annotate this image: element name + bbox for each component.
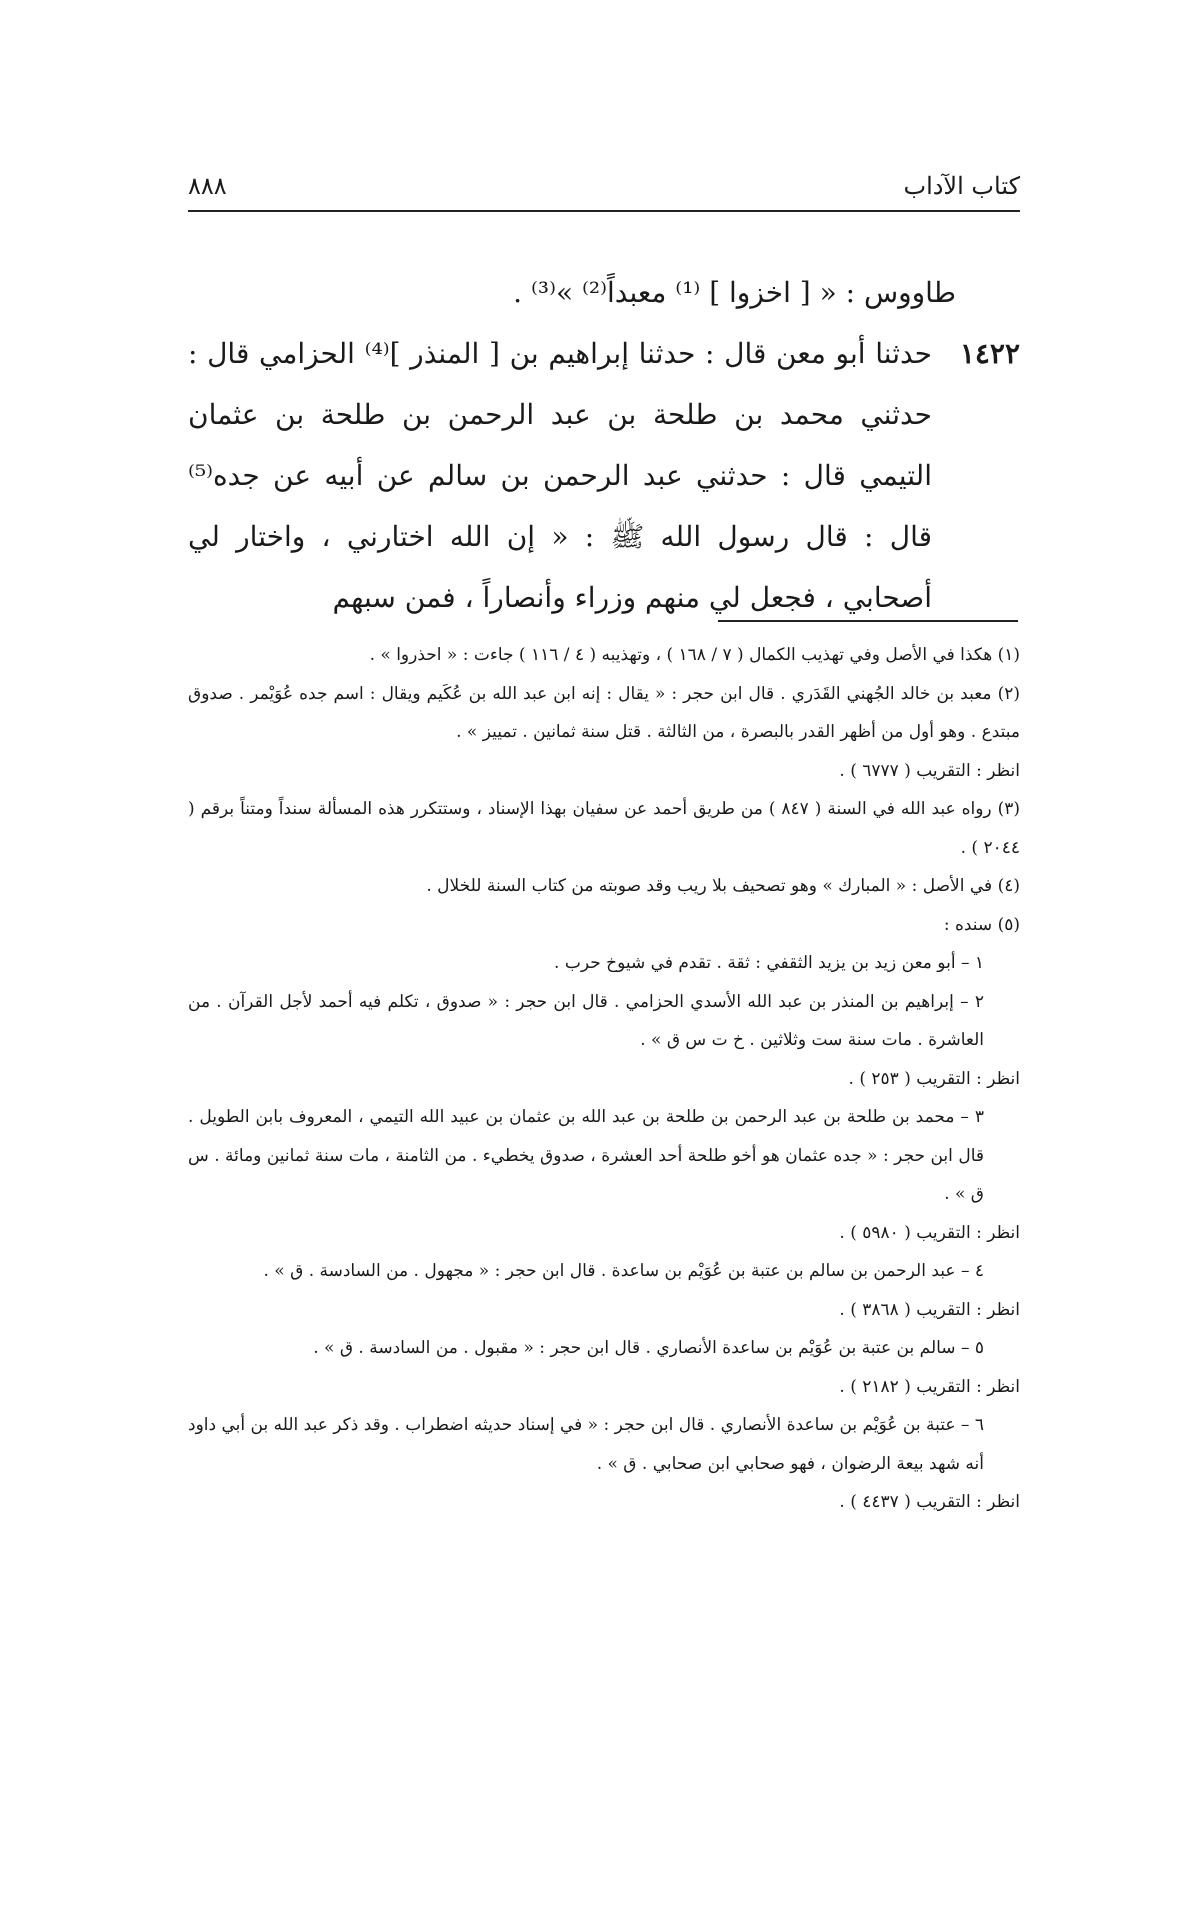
hadith-paragraph — [188, 323, 1020, 628]
footnote-rule — [718, 620, 1018, 622]
isnad-item-5: ٥ – سالم بن عتبة بن عُوَيْم بن ساعدة الأنصاري . قال ابن حجر : « مقبول . من السادسة . ق » . — [313, 1338, 984, 1358]
page-header — [188, 172, 1020, 206]
continuation-line: طاووس : « [ اخزوا ] ⁽¹⁾ معبداً⁽²⁾ »⁽³⁾ . — [513, 276, 956, 309]
footnotes — [188, 636, 1020, 1522]
isnad-item-2-reference: انظر : التقريب ( ٢٥٣ ) . — [848, 1068, 1020, 1089]
page-number: ٨٨٨ — [188, 172, 227, 200]
footnote-4: (٤) في الأصل : « المبارك » وهو تصحيف بلا ريب وقد صوبته من كتاب السنة للخلال . — [426, 876, 1020, 896]
hadith-number: ١٤٢٢ — [959, 337, 1020, 370]
isnad-item-1: ١ – أبو معن زيد بن يزيد الثقفي : ثقة . تقدم في شيوخ حرب . — [554, 953, 984, 973]
footnote-3 — [188, 790, 1020, 867]
isnad-item-4: ٤ – عبد الرحمن بن سالم بن عتبة بن عُوَيْم بن ساعدة . قال ابن حجر : « مجهول . من السادسة . ق » . — [263, 1261, 984, 1281]
isnad-item-2: ٢ – إبراهيم بن المنذر بن عبد الله الأسدي الحزامي . قال ابن حجر : « صدوق ، تكلم فيه أحمد لأجل القرآن . من العاشرة . مات سنة ست وثلاثين . خ ت س ق » . — [188, 991, 984, 1050]
isnad-item-5-reference: انظر : التقريب ( ٢١٨٢ ) . — [839, 1376, 1020, 1397]
main-text — [188, 262, 1020, 628]
isnad-item-6: ٦ – عتبة بن عُوَيْم بن ساعدة الأنصاري . قال ابن حجر : « في إسناد حديثه اضطراب . وقد ذكر عبد الله بن أبي داود أنه شهد بيعة الرضوان ، فهو صحابي ابن صحابي . ق » . — [188, 1415, 984, 1474]
running-title: كتاب الآداب — [903, 172, 1020, 200]
hadith-text: حدثنا أبو معن قال : حدثنا إبراهيم بن [ المنذر ]⁽⁴⁾ الحزامي قال : حدثني محمد بن طلحة بن عبد الرحمن بن طلحة بن عثمان التيمي قال : حدثني عبد الرحمن بن سالم عن أبيه عن جده⁽⁵⁾ قال : قال رسول الله ﷺ : « إن الله اختارني ، واختار لي أصحابي ، فجعل لي منهم وزراء وأنصاراً ، فمن سبهم — [188, 337, 932, 614]
isnad-item-3-reference: انظر : التقريب ( ٥٩٨٠ ) . — [839, 1222, 1020, 1243]
footnote-1: (١) هكذا في الأصل وفي تهذيب الكمال ( ٧ / ١٦٨ ) ، وتهذيبه ( ٤ / ١١٦ ) جاءت : « احذروا » . — [369, 645, 1020, 665]
footnote-3-text: (٣) رواه عبد الله في السنة ( ٨٤٧ ) من طريق أحمد عن سفيان بهذا الإسناد ، وستتكرر هذه المسألة سنداً ومتناً برقم ( ٢٠٤٤ ) . — [188, 799, 1020, 858]
footnote-2-reference: انظر : التقريب ( ٦٧٧٧ ) . — [839, 760, 1020, 781]
footnote-2-text: (٢) معبد بن خالد الجُهني القَدَري . قال ابن حجر : « يقال : إنه ابن عبد الله بن عُكَيم ويقال : اسم جده عُوَيْمر . صدوق مبتدع . وهو أول من أظهر القدر بالبصرة ، من الثالثة . قتل سنة ثمانين . تمييز » . — [188, 683, 1020, 742]
header-rule — [188, 210, 1020, 212]
footnote-5: (٥) سنده : — [943, 914, 1020, 935]
isnad-item-3: ٣ – محمد بن طلحة بن عبد الرحمن بن طلحة بن عبد الله بن عثمان بن عبيد الله التيمي ، المعروف بابن الطويل . قال ابن حجر : « جده عثمان هو أخو طلحة أحد العشرة ، صدوق يخطيء . من الثامنة ، مات سنة ثمانين ومائة . س ق » . — [188, 1107, 984, 1204]
isnad-item-4-reference: انظر : التقريب ( ٣٨٦٨ ) . — [839, 1299, 1020, 1320]
footnote-2 — [188, 675, 1020, 752]
isnad-item-6-reference: انظر : التقريب ( ٤٤٣٧ ) . — [839, 1492, 1020, 1512]
